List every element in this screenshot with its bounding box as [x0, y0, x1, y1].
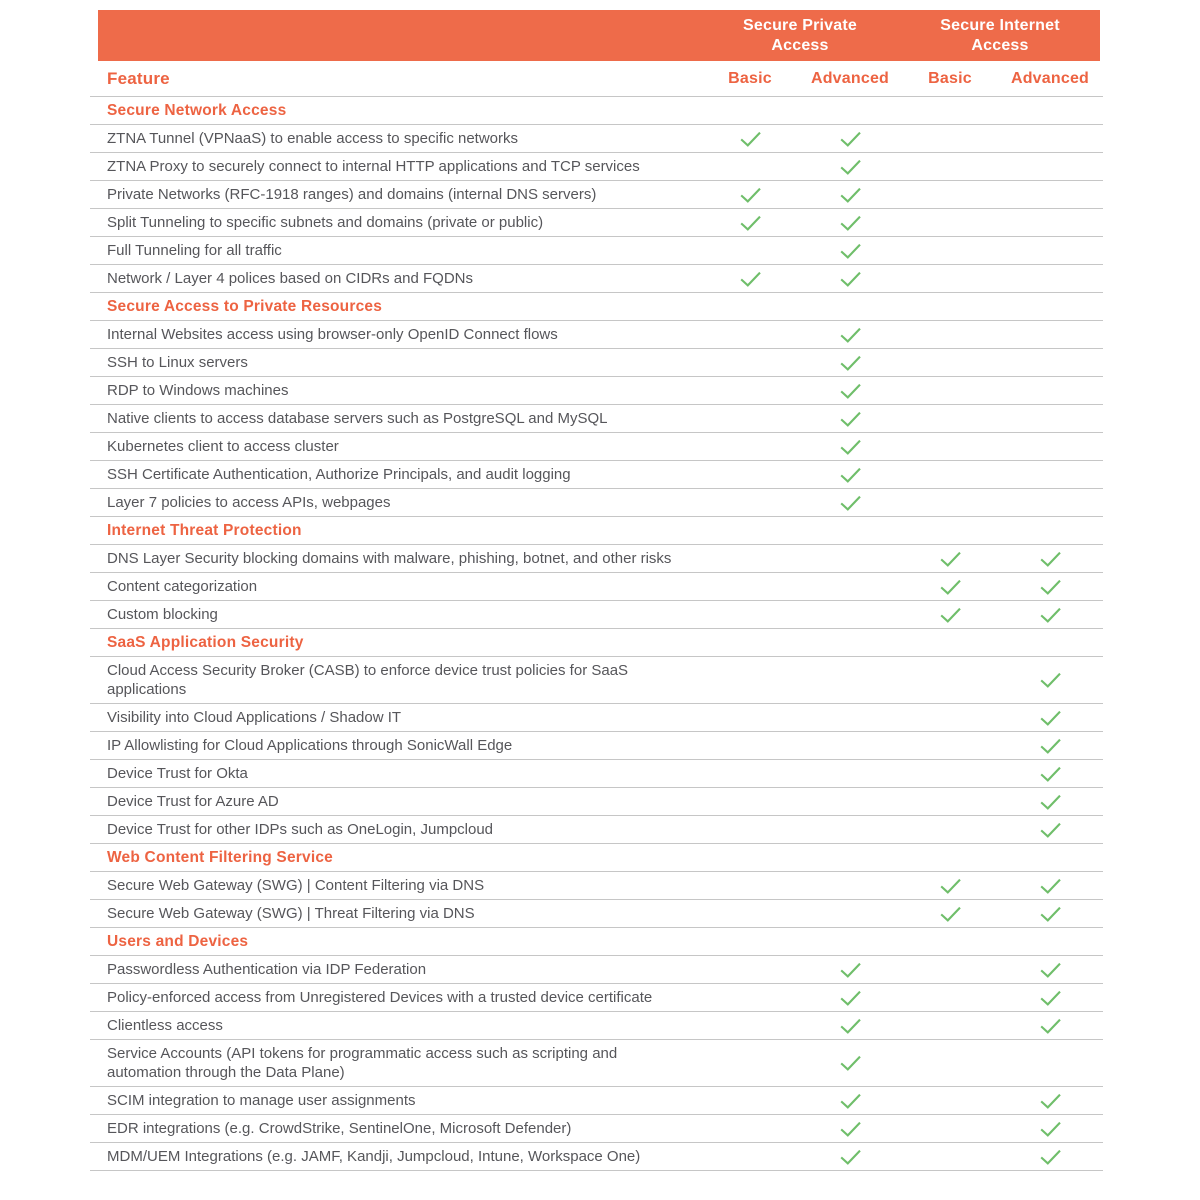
- feature-row: [90, 732, 1103, 760]
- check-cell-sia-advanced: [1000, 1087, 1100, 1114]
- feature-row: [90, 125, 1103, 153]
- check-cell-sia-basic: [900, 956, 1000, 983]
- feature-name: Content categorization: [107, 578, 258, 595]
- check-icon: [1039, 878, 1062, 894]
- check-cell-sia-advanced: [1000, 1040, 1100, 1086]
- check-cell-spa-basic: [700, 1087, 800, 1114]
- feature-row: [90, 153, 1103, 181]
- feature-row: [90, 1040, 1103, 1087]
- check-icon: [839, 243, 862, 259]
- check-cell-spa-advanced: [800, 237, 900, 264]
- check-cell-spa-advanced: [800, 657, 900, 703]
- feature-name: Network / Layer 4 polices based on CIDRs and FQDNs: [107, 270, 473, 287]
- feature-name: Visibility into Cloud Applications / Shadow IT: [107, 709, 402, 726]
- check-icon: [1039, 1121, 1062, 1137]
- feature-name: IP Allowlisting for Cloud Applications through SonicWall Edge: [107, 737, 513, 754]
- check-cell-sia-basic: [900, 237, 1000, 264]
- column-header-row: [90, 61, 1103, 97]
- check-cell-spa-advanced: [800, 984, 900, 1011]
- check-icon: [839, 187, 862, 203]
- check-cell-sia-basic: [900, 732, 1000, 759]
- check-cell-spa-advanced: [800, 209, 900, 236]
- check-cell-sia-basic: [900, 788, 1000, 815]
- check-icon: [1039, 794, 1062, 810]
- feature-name: Custom blocking: [107, 606, 218, 623]
- table-body: [90, 97, 1103, 1171]
- feature-row: [90, 657, 1103, 704]
- check-cell-sia-advanced: [1000, 461, 1100, 488]
- section-header-row: [90, 517, 1103, 545]
- feature-row: [90, 760, 1103, 788]
- check-cell-sia-advanced: [1000, 153, 1100, 180]
- check-cell-spa-advanced: [800, 545, 900, 572]
- check-cell-sia-basic: [900, 461, 1000, 488]
- check-icon: [839, 1055, 862, 1071]
- check-cell-spa-basic: [700, 573, 800, 600]
- check-cell-spa-basic: [700, 237, 800, 264]
- feature-name: Internal Websites access using browser-only OpenID Connect flows: [107, 326, 558, 343]
- check-cell-spa-advanced: [800, 704, 900, 731]
- check-icon: [939, 579, 962, 595]
- check-cell-sia-advanced: [1000, 349, 1100, 376]
- check-cell-spa-basic: [700, 377, 800, 404]
- feature-row: [90, 405, 1103, 433]
- check-cell-sia-basic: [900, 1012, 1000, 1039]
- check-cell-sia-advanced: [1000, 1012, 1100, 1039]
- section-title: Secure Access to Private Resources: [107, 297, 383, 315]
- check-icon: [839, 327, 862, 343]
- check-cell-spa-basic: [700, 1115, 800, 1142]
- check-icon: [1039, 822, 1062, 838]
- feature-row: [90, 209, 1103, 237]
- check-cell-sia-basic: [900, 573, 1000, 600]
- check-cell-sia-basic: [900, 209, 1000, 236]
- feature-row: [90, 601, 1103, 629]
- feature-row: [90, 984, 1103, 1012]
- check-icon: [839, 383, 862, 399]
- feature-row: [90, 265, 1103, 293]
- plan-groups-banner: [98, 10, 1100, 61]
- check-cell-spa-basic: [700, 265, 800, 292]
- column-group-label: Secure Private Access: [743, 16, 857, 54]
- check-cell-spa-basic: [700, 760, 800, 787]
- feature-row: [90, 349, 1103, 377]
- check-cell-sia-basic: [900, 760, 1000, 787]
- feature-row: [90, 377, 1103, 405]
- check-cell-sia-advanced: [1000, 573, 1100, 600]
- section-header-row: [90, 293, 1103, 321]
- feature-row: [90, 321, 1103, 349]
- feature-column-header: Feature: [107, 68, 170, 88]
- feature-name: Device Trust for Okta: [107, 765, 248, 782]
- column-group-label: Secure Internet Access: [940, 16, 1060, 54]
- check-cell-sia-advanced: [1000, 237, 1100, 264]
- check-cell-spa-advanced: [800, 489, 900, 516]
- section-title: SaaS Application Security: [107, 633, 304, 651]
- check-cell-spa-basic: [700, 1012, 800, 1039]
- check-cell-sia-advanced: [1000, 601, 1100, 628]
- check-cell-sia-basic: [900, 433, 1000, 460]
- check-icon: [839, 355, 862, 371]
- check-cell-sia-basic: [900, 1040, 1000, 1086]
- check-cell-spa-basic: [700, 545, 800, 572]
- check-icon: [839, 271, 862, 287]
- check-cell-spa-basic: [700, 321, 800, 348]
- check-icon: [1039, 766, 1062, 782]
- feature-name: Device Trust for Azure AD: [107, 793, 279, 810]
- check-icon: [1039, 672, 1062, 688]
- check-cell-sia-basic: [900, 125, 1000, 152]
- check-cell-spa-advanced: [800, 125, 900, 152]
- check-cell-sia-basic: [900, 405, 1000, 432]
- check-cell-spa-advanced: [800, 405, 900, 432]
- column-header-sia-basic: Basic: [928, 69, 972, 87]
- check-cell-sia-advanced: [1000, 181, 1100, 208]
- check-icon: [1039, 551, 1062, 567]
- section-header-row: [90, 97, 1103, 125]
- check-icon: [1039, 710, 1062, 726]
- column-group-secure-internet-access: [900, 16, 1100, 56]
- check-cell-spa-basic: [700, 956, 800, 983]
- check-cell-sia-basic: [900, 900, 1000, 927]
- check-cell-sia-basic: [900, 1115, 1000, 1142]
- check-icon: [939, 607, 962, 623]
- check-cell-spa-basic: [700, 349, 800, 376]
- feature-row: [90, 573, 1103, 601]
- feature-row: [90, 956, 1103, 984]
- feature-row: [90, 489, 1103, 517]
- feature-row: [90, 816, 1103, 844]
- check-icon: [839, 495, 862, 511]
- check-cell-spa-basic: [700, 872, 800, 899]
- check-cell-spa-advanced: [800, 732, 900, 759]
- check-icon: [1039, 1149, 1062, 1165]
- check-cell-sia-advanced: [1000, 872, 1100, 899]
- check-cell-sia-basic: [900, 816, 1000, 843]
- check-cell-sia-advanced: [1000, 732, 1100, 759]
- column-group-secure-private-access: [700, 16, 900, 56]
- feature-name: MDM/UEM Integrations (e.g. JAMF, Kandji, Jumpcloud, Intune, Workspace One): [107, 1148, 641, 1165]
- check-cell-sia-basic: [900, 153, 1000, 180]
- feature-row: [90, 237, 1103, 265]
- check-cell-spa-basic: [700, 816, 800, 843]
- check-cell-sia-advanced: [1000, 1115, 1100, 1142]
- check-icon: [739, 271, 762, 287]
- check-cell-spa-basic: [700, 704, 800, 731]
- feature-row: [90, 181, 1103, 209]
- section-title: Secure Network Access: [107, 101, 287, 119]
- check-cell-sia-basic: [900, 349, 1000, 376]
- check-icon: [839, 990, 862, 1006]
- feature-row: [90, 1143, 1103, 1171]
- check-cell-spa-basic: [700, 209, 800, 236]
- feature-name: Clientless access: [107, 1017, 223, 1034]
- check-cell-spa-advanced: [800, 956, 900, 983]
- check-cell-spa-basic: [700, 1143, 800, 1170]
- feature-row: [90, 1012, 1103, 1040]
- feature-name: SCIM integration to manage user assignments: [107, 1092, 416, 1109]
- section-title: Internet Threat Protection: [107, 521, 302, 539]
- check-cell-sia-basic: [900, 321, 1000, 348]
- check-cell-spa-advanced: [800, 1115, 900, 1142]
- section-header-row: [90, 629, 1103, 657]
- feature-row: [90, 872, 1103, 900]
- feature-name: Passwordless Authentication via IDP Federation: [107, 961, 427, 978]
- feature-name: Private Networks (RFC-1918 ranges) and domains (internal DNS servers): [107, 186, 597, 203]
- check-cell-sia-basic: [900, 489, 1000, 516]
- check-cell-spa-advanced: [800, 461, 900, 488]
- check-cell-sia-advanced: [1000, 489, 1100, 516]
- check-cell-spa-basic: [700, 461, 800, 488]
- feature-name: Policy-enforced access from Unregistered Devices with a trusted device certificate: [107, 989, 653, 1006]
- check-cell-sia-advanced: [1000, 956, 1100, 983]
- check-cell-sia-advanced: [1000, 657, 1100, 703]
- feature-name: Secure Web Gateway (SWG) | Threat Filtering via DNS: [107, 905, 475, 922]
- check-icon: [839, 1093, 862, 1109]
- column-header-sia-advanced: Advanced: [1010, 69, 1090, 87]
- check-cell-sia-advanced: [1000, 984, 1100, 1011]
- check-icon: [839, 1149, 862, 1165]
- check-icon: [1039, 990, 1062, 1006]
- check-cell-sia-advanced: [1000, 760, 1100, 787]
- feature-name: Secure Web Gateway (SWG) | Content Filtering via DNS: [107, 877, 485, 894]
- check-cell-sia-advanced: [1000, 405, 1100, 432]
- check-icon: [939, 906, 962, 922]
- check-cell-spa-advanced: [800, 1040, 900, 1086]
- check-cell-spa-basic: [700, 153, 800, 180]
- check-cell-sia-basic: [900, 1143, 1000, 1170]
- column-header-spa-advanced: Advanced: [810, 69, 890, 87]
- check-icon: [1039, 962, 1062, 978]
- section-header-row: [90, 928, 1103, 956]
- feature-name: RDP to Windows machines: [107, 382, 289, 399]
- check-cell-spa-basic: [700, 732, 800, 759]
- check-cell-spa-basic: [700, 1040, 800, 1086]
- check-cell-spa-basic: [700, 125, 800, 152]
- check-cell-sia-basic: [900, 872, 1000, 899]
- check-cell-sia-advanced: [1000, 900, 1100, 927]
- check-icon: [1039, 579, 1062, 595]
- check-icon: [1039, 607, 1062, 623]
- check-cell-spa-advanced: [800, 1012, 900, 1039]
- check-cell-spa-basic: [700, 489, 800, 516]
- check-cell-sia-advanced: [1000, 545, 1100, 572]
- check-cell-sia-basic: [900, 657, 1000, 703]
- feature-row: [90, 788, 1103, 816]
- check-icon: [1039, 1093, 1062, 1109]
- check-icon: [939, 551, 962, 567]
- check-cell-spa-advanced: [800, 377, 900, 404]
- check-icon: [839, 215, 862, 231]
- check-cell-sia-advanced: [1000, 433, 1100, 460]
- check-cell-sia-advanced: [1000, 209, 1100, 236]
- column-header-spa-basic: Basic: [728, 69, 772, 87]
- check-cell-spa-advanced: [800, 573, 900, 600]
- feature-row: [90, 1115, 1103, 1143]
- feature-name: Kubernetes client to access cluster: [107, 438, 339, 455]
- check-cell-sia-advanced: [1000, 125, 1100, 152]
- feature-row: [90, 1087, 1103, 1115]
- check-cell-spa-advanced: [800, 788, 900, 815]
- feature-name: SSH Certificate Authentication, Authorize Principals, and audit logging: [107, 466, 571, 483]
- check-icon: [739, 215, 762, 231]
- feature-row: [90, 545, 1103, 573]
- check-cell-sia-basic: [900, 1087, 1000, 1114]
- feature-name: EDR integrations (e.g. CrowdStrike, SentinelOne, Microsoft Defender): [107, 1120, 572, 1137]
- feature-comparison-table: [90, 10, 1103, 1171]
- check-cell-sia-advanced: [1000, 321, 1100, 348]
- check-cell-sia-basic: [900, 984, 1000, 1011]
- check-cell-sia-basic: [900, 265, 1000, 292]
- check-icon: [1039, 1018, 1062, 1034]
- check-cell-sia-advanced: [1000, 1143, 1100, 1170]
- check-cell-spa-basic: [700, 181, 800, 208]
- check-icon: [839, 467, 862, 483]
- check-cell-spa-advanced: [800, 153, 900, 180]
- feature-name: Device Trust for other IDPs such as OneLogin, Jumpcloud: [107, 821, 494, 838]
- check-cell-spa-advanced: [800, 601, 900, 628]
- check-icon: [839, 962, 862, 978]
- check-cell-spa-basic: [700, 405, 800, 432]
- check-cell-spa-advanced: [800, 872, 900, 899]
- section-header-row: [90, 844, 1103, 872]
- feature-name: Cloud Access Security Broker (CASB) to enforce device trust policies for SaaS applications: [107, 662, 629, 698]
- feature-name: Service Accounts (API tokens for programmatic access such as scripting and automation through the Data Plane): [107, 1045, 618, 1081]
- check-cell-spa-basic: [700, 433, 800, 460]
- feature-name: ZTNA Tunnel (VPNaaS) to enable access to specific networks: [107, 130, 519, 147]
- check-icon: [839, 159, 862, 175]
- check-icon: [839, 439, 862, 455]
- check-cell-sia-advanced: [1000, 377, 1100, 404]
- check-icon: [739, 131, 762, 147]
- check-cell-spa-advanced: [800, 1087, 900, 1114]
- check-icon: [1039, 738, 1062, 754]
- check-icon: [939, 878, 962, 894]
- check-cell-spa-basic: [700, 657, 800, 703]
- check-cell-spa-advanced: [800, 181, 900, 208]
- check-cell-sia-basic: [900, 704, 1000, 731]
- feature-row: [90, 900, 1103, 928]
- feature-name: SSH to Linux servers: [107, 354, 248, 371]
- check-icon: [1039, 906, 1062, 922]
- check-cell-spa-advanced: [800, 900, 900, 927]
- check-icon: [839, 411, 862, 427]
- check-icon: [839, 131, 862, 147]
- feature-name: Layer 7 policies to access APIs, webpages: [107, 494, 391, 511]
- feature-name: Native clients to access database servers such as PostgreSQL and MySQL: [107, 410, 608, 427]
- check-cell-sia-basic: [900, 377, 1000, 404]
- check-cell-sia-advanced: [1000, 265, 1100, 292]
- check-cell-spa-advanced: [800, 265, 900, 292]
- section-title: Users and Devices: [107, 932, 249, 950]
- check-icon: [739, 187, 762, 203]
- check-cell-sia-advanced: [1000, 816, 1100, 843]
- check-cell-spa-basic: [700, 900, 800, 927]
- feature-row: [90, 433, 1103, 461]
- feature-row: [90, 461, 1103, 489]
- check-cell-spa-basic: [700, 788, 800, 815]
- check-cell-sia-basic: [900, 601, 1000, 628]
- feature-name: Full Tunneling for all traffic: [107, 242, 282, 259]
- feature-name: DNS Layer Security blocking domains with malware, phishing, botnet, and other risks: [107, 550, 672, 567]
- check-cell-spa-advanced: [800, 760, 900, 787]
- check-icon: [839, 1018, 862, 1034]
- check-cell-spa-advanced: [800, 816, 900, 843]
- check-cell-spa-advanced: [800, 321, 900, 348]
- check-cell-spa-advanced: [800, 1143, 900, 1170]
- check-icon: [839, 1121, 862, 1137]
- feature-row: [90, 704, 1103, 732]
- check-cell-sia-advanced: [1000, 704, 1100, 731]
- check-cell-sia-advanced: [1000, 788, 1100, 815]
- check-cell-spa-advanced: [800, 433, 900, 460]
- section-title: Web Content Filtering Service: [107, 848, 333, 866]
- check-cell-sia-basic: [900, 545, 1000, 572]
- check-cell-spa-basic: [700, 984, 800, 1011]
- feature-name: Split Tunneling to specific subnets and domains (private or public): [107, 214, 544, 231]
- feature-name: ZTNA Proxy to securely connect to internal HTTP applications and TCP services: [107, 158, 640, 175]
- check-cell-spa-basic: [700, 601, 800, 628]
- check-cell-sia-basic: [900, 181, 1000, 208]
- check-cell-spa-advanced: [800, 349, 900, 376]
